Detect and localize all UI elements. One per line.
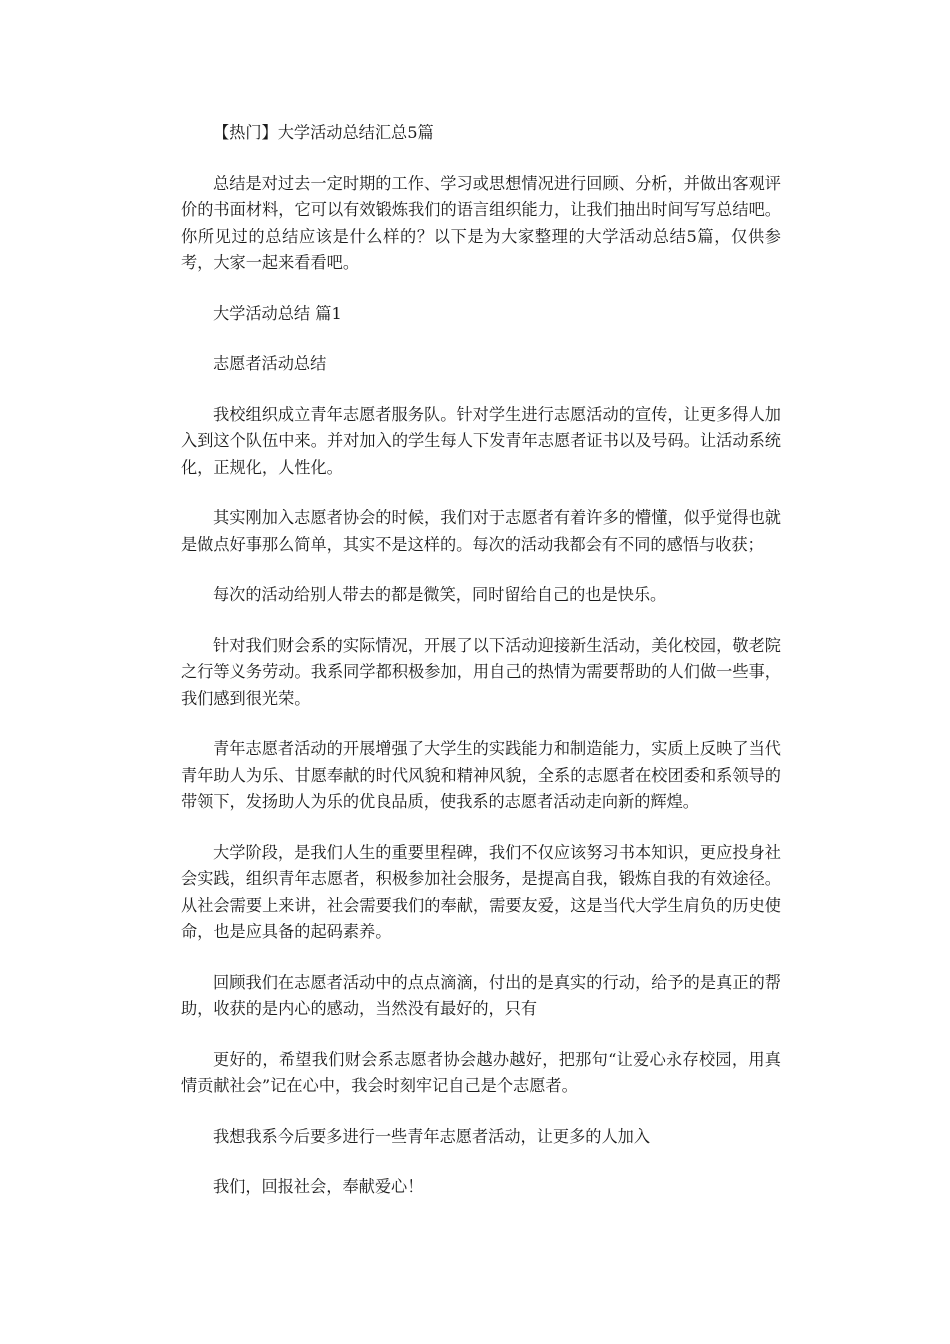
body-paragraph: 青年志愿者活动的开展增强了大学生的实践能力和制造能力，实质上反映了当代青年助人为乐、甘愿奉献的时代风貌和精神风貌，全系的志愿者在校团委和系领导的带领下，发扬助人为乐的优良品质，使我系的志愿者活动走向新的辉煌。 <box>181 739 781 811</box>
subsection-heading: 志愿者活动总结 <box>213 354 327 373</box>
body-paragraph: 其实刚加入志愿者协会的时候，我们对于志愿者有着许多的懵懂，似乎觉得也就是做点好事那么简单，其实不是这样的。每次的活动我都会有不同的感悟与收获； <box>181 508 781 554</box>
body-paragraph: 更好的，希望我们财会系志愿者协会越办越好，把那句“让爱心永存校园，用真情贡献社会”记在心中，我会时刻牢记自己是个志愿者。 <box>181 1049 781 1095</box>
document-title: 【热门】大学活动总结汇总5篇 <box>213 123 434 142</box>
section-heading: 大学活动总结 篇1 <box>213 303 342 323</box>
body-paragraph: 每次的活动给别人带去的都是微笑，同时留给自己的也是快乐。 <box>213 585 667 604</box>
document-body <box>181 120 781 1225</box>
body-paragraph: 我们，回报社会，奉献爱心！ <box>213 1177 424 1196</box>
intro-paragraph: 总结是对过去一定时期的工作、学习或思想情况进行回顾、分析，并做出客观评价的书面材料，它可以有效锻炼我们的语言组织能力，让我们抽出时间写写总结吧。你所见过的总结应该是什么样的？以下是为大家整理的大学活动总结5篇，仅供参考，大家一起来看看吧。 <box>181 173 781 272</box>
body-paragraph: 大学阶段，是我们人生的重要里程碑，我们不仅应该努习书本知识，更应投身社会实践，组织青年志愿者，积极参加社会服务，是提高自我，锻炼自我的有效途径。从社会需要上来讲，社会需要我们的奉献，需要友爱，这是当代大学生肩负的历史使命，也是应具备的起码素养。 <box>181 842 781 941</box>
body-paragraph: 针对我们财会系的实际情况，开展了以下活动迎接新生活动，美化校园，敬老院之行等义务劳动。我系同学都积极参加，用自己的热情为需要帮助的人们做一些事，我们感到很光荣。 <box>181 635 781 708</box>
body-paragraph: 我校组织成立青年志愿者服务队。针对学生进行志愿活动的宣传，让更多得人加入到这个队伍中来。并对加入的学生每人下发青年志愿者证书以及号码。让活动系统化，正规化，人性化。 <box>181 404 781 477</box>
body-paragraph: 我想我系今后要多进行一些青年志愿者活动，让更多的人加入 <box>213 1126 651 1146</box>
body-paragraph: 回顾我们在志愿者活动中的点点滴滴，付出的是真实的行动，给予的是真正的帮助，收获的是内心的感动，当然没有最好的，只有 <box>181 972 781 1018</box>
